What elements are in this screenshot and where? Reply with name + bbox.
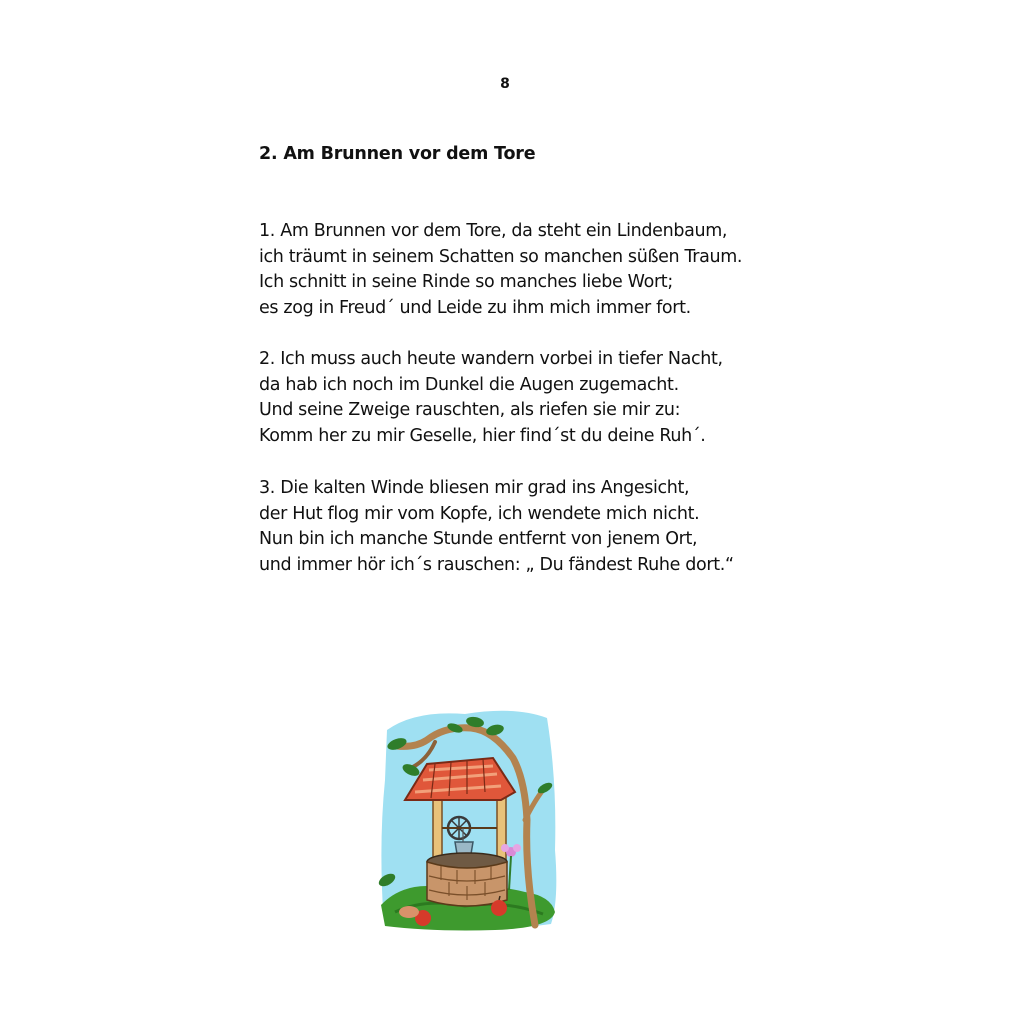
stanza-line: es zog in Freud´ und Leide zu ihm mich immer fort. [259, 298, 691, 319]
page-number: 8 [500, 76, 510, 92]
stanza-3 [259, 476, 819, 579]
stanza-line: Ich schnitt in seine Rinde so manches liebe Wort; [259, 272, 673, 293]
stanza-line: ich träumt in seinem Schatten so manchen süßen Traum. [259, 246, 743, 267]
stanza-line: 3. Die kalten Winde bliesen mir grad ins Angesicht, [259, 478, 690, 498]
well-illustration [375, 700, 565, 940]
song-title: 2. Am Brunnen vor dem Tore [259, 144, 536, 164]
stanza-line: Und seine Zweige rauschten, als riefen sie mir zu: [259, 400, 681, 421]
stanza-line: Nun bin ich manche Stunde entfernt von jenem Ort, [259, 529, 698, 550]
stanza-line: 2. Ich muss auch heute wandern vorbei in tiefer Nacht, [259, 349, 723, 369]
stanza-line: da hab ich noch im Dunkel die Augen zugemacht. [259, 374, 679, 395]
stanza-line: der Hut flog mir vom Kopfe, ich wendete mich nicht. [259, 503, 700, 524]
stanza-line: und immer hör ich´s rauschen: „ Du fändest Ruhe dort.“ [259, 555, 734, 576]
stanza-1 [259, 219, 819, 322]
stanza-line: 1. Am Brunnen vor dem Tore, da steht ein Lindenbaum, [259, 221, 728, 241]
stanza-line: Komm her zu mir Geselle, hier find´st du deine Ruh´. [259, 426, 706, 447]
stanza-2 [259, 347, 819, 450]
well-under-tree-icon [375, 700, 565, 940]
